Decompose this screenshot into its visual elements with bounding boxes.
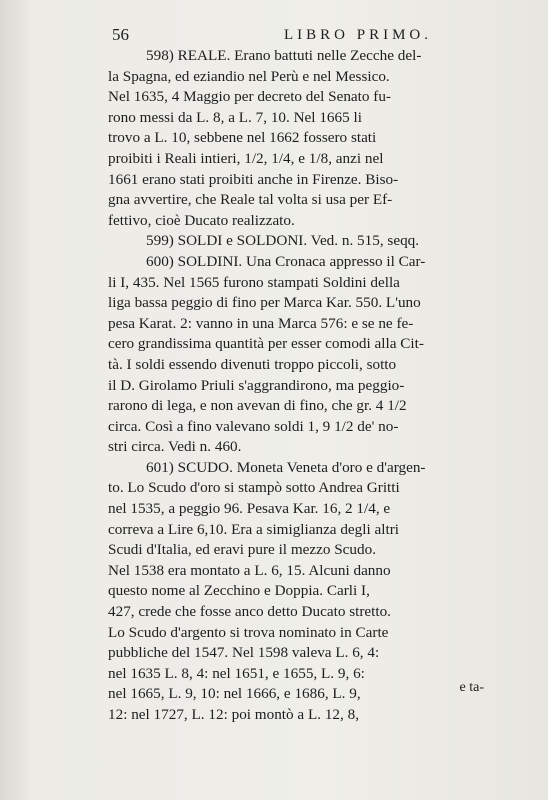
text-line: Scudi d'Italia, ed eravi pure il mezzo Scudo. bbox=[108, 541, 377, 559]
text-line: 600) SOLDINI. Una Cronaca appresso il Car- bbox=[146, 252, 426, 270]
text-line: rono messi da L. 8, a L. 7, 10. Nel 1665 li bbox=[108, 108, 362, 126]
text-line: stri circa. Vedi n. 460. bbox=[108, 438, 242, 456]
text-line: la Spagna, ed eziandio nel Perù e nel Messico. bbox=[108, 67, 390, 85]
page-number: 56 bbox=[112, 25, 129, 44]
running-head: LIBRO PRIMO. bbox=[283, 26, 432, 43]
text-line: cero grandissima quantità per esser comodi alla Cit- bbox=[108, 335, 424, 353]
text-line: 599) SOLDI e SOLDONI. Ved. n. 515, seqq. bbox=[146, 232, 420, 250]
text-line: li I, 435. Nel 1565 furono stampati Soldini della bbox=[108, 273, 400, 291]
text-line: liga bassa peggio di fino per Marca Kar. 550. L'uno bbox=[108, 294, 421, 312]
text-line: 598) REALE. Erano battuti nelle Zecche del- bbox=[146, 47, 422, 64]
text-line: Nel 1538 era montato a L. 6, 15. Alcuni danno bbox=[108, 561, 391, 579]
text-line: il D. Girolamo Priuli s'aggrandirono, ma peggio- bbox=[108, 376, 405, 394]
text-line: nel 1665, L. 9, 10: nel 1666, e 1686, L. 9, bbox=[108, 685, 361, 703]
text-line: pubbliche del 1547. Nel 1598 valeva L. 6, 4: bbox=[108, 644, 380, 662]
text-line: to. Lo Scudo d'oro si stampò sotto Andrea Gritti bbox=[108, 479, 400, 497]
text-line: 12: nel 1727, L. 12: poi montò a L. 12, 8, bbox=[108, 706, 359, 723]
text-line: pesa Karat. 2: vanno in una Marca 576: e se ne fe- bbox=[108, 314, 414, 332]
text-line: Nel 1635, 4 Maggio per decreto del Senato fu- bbox=[108, 88, 391, 106]
text-line: fettivo, cioè Ducato realizzato. bbox=[108, 211, 295, 229]
text-line: gna avvertire, che Reale tal volta si usa per Ef- bbox=[108, 191, 393, 209]
text-line: proibiti i Reali intieri, 1/2, 1/4, e 1/8, anzi nel bbox=[108, 149, 384, 167]
text-line: rarono di lega, e non avevan di fino, che gr. 4 1/2 bbox=[108, 397, 407, 415]
text-line: nel 1635 L. 8, 4: nel 1651, e 1655, L. 9, 6: bbox=[108, 664, 365, 682]
text-line: questo nome al Zecchino e Doppia. Carli I, bbox=[108, 582, 370, 600]
catchword: e ta- bbox=[459, 680, 484, 695]
text-line: circa. Così a fino valevano soldi 1, 9 1/2 de' no- bbox=[108, 417, 399, 435]
text-line: 1661 erano stati proibiti anche in Firenze. Biso- bbox=[108, 170, 399, 188]
text-line: 601) SCUDO. Moneta Veneta d'oro e d'argen- bbox=[146, 458, 426, 476]
text-line: correva a Lire 6,10. Era a simiglianza degli altri bbox=[108, 520, 399, 538]
text-line: Lo Scudo d'argento si trova nominato in Carte bbox=[108, 623, 389, 641]
text-line: tà. I soldi essendo divenuti troppo piccoli, sotto bbox=[108, 355, 397, 373]
text-line: nel 1535, a peggio 96. Pesava Kar. 16, 2 1/4, e bbox=[108, 500, 391, 518]
text-line: 427, crede che fosse anco detto Ducato stretto. bbox=[108, 603, 391, 621]
page-header bbox=[112, 22, 432, 48]
text-line: trovo a L. 10, sebbene nel 1662 fossero stati bbox=[108, 129, 377, 147]
body-text bbox=[108, 46, 524, 726]
